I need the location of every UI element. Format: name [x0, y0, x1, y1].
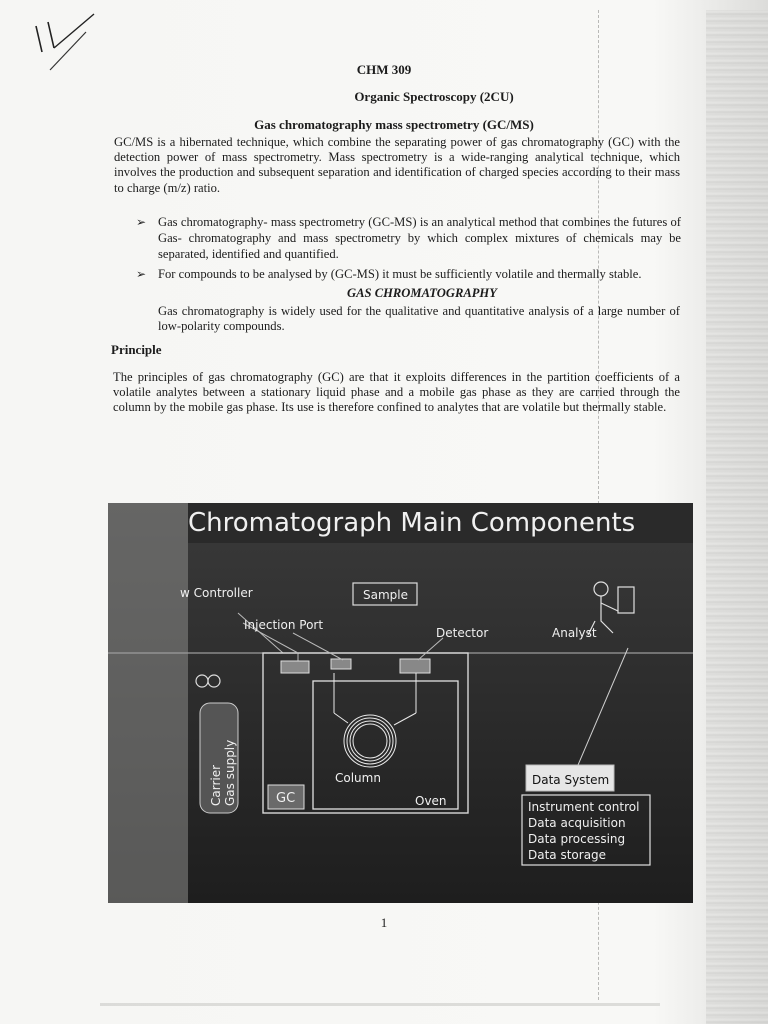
data-item: Data storage — [528, 848, 607, 862]
figure-canvas — [108, 503, 693, 903]
injection-port-label: Injection Port — [244, 618, 324, 632]
bullet-item — [136, 215, 681, 269]
bullet-text: Gas chromatography- mass spectrometry (GC-MS) is an analytical method that combines the futures of Gas- chromatography and mass spectrometry by which complex mixtures of chemicals may be separated, identified and quantified. — [158, 215, 681, 261]
sample-label: Sample — [363, 588, 408, 602]
arrow-bullet-icon: ➢ — [136, 215, 147, 229]
data-item: Instrument control — [528, 800, 640, 814]
detector-block — [400, 659, 430, 673]
detector-label: Detector — [436, 626, 489, 640]
figure-title: Chromatograph Main Components — [188, 508, 636, 538]
data-item: Data processing — [528, 832, 626, 846]
principle-heading: Principle — [111, 342, 162, 357]
injection-port-block — [281, 661, 309, 673]
oven-label: Oven — [415, 794, 447, 808]
injector-block — [331, 659, 351, 669]
flow-controller-label: w Controller — [180, 586, 253, 600]
data-item: Data acquisition — [528, 816, 626, 830]
washed-out-left-strip — [108, 503, 188, 903]
column-label: Column — [335, 771, 381, 785]
topic-title: Gas chromatography mass spectrometry (GC/MS) — [254, 117, 534, 132]
arrow-bullet-icon: ➢ — [136, 267, 147, 281]
gc-intro-paragraph: Gas chromatography is widely used for the qualitative and quantitative analysis of a large number of low-polarity compounds. — [158, 304, 680, 334]
course-title: Organic Spectroscopy (2CU) — [354, 89, 514, 104]
data-system-label: Data System — [532, 773, 610, 787]
page-edge-shadow — [706, 10, 768, 1024]
gc-components-figure — [108, 503, 693, 903]
analyst-label: Analyst — [552, 626, 597, 640]
intro-paragraph: GC/MS is a hibernated technique, which combine the separating power of gas chromatography (GC) with the detection power of mass spectrometry. Mass spectrometry is a wide-ranging analytical technique, which involves the production and subsequent separation and identification of charged species according to their mass to charge (m/z) ratio. — [114, 135, 680, 195]
bullet-item — [136, 267, 681, 285]
gas-supply-label: Gas supply — [223, 739, 237, 806]
course-code: CHM 309 — [356, 62, 412, 77]
bottom-smudge — [100, 1003, 660, 1006]
carrier-label: Carrier — [209, 764, 223, 806]
gc-label: GC — [276, 791, 296, 806]
section-heading: GAS CHROMATOGRAPHY — [347, 286, 497, 300]
principle-paragraph: The principles of gas chromatography (GC) are that it exploits differences in the partition coefficients of a volatile analytes between a stationary liquid phase and a mobile gas phase as they are carried through the column by the mobile gas phase. Its use is therefore confined to analytes that are volatile but thermally stable. — [113, 370, 680, 415]
bullet-text: For compounds to be analysed by (GC-MS) it must be sufficiently volatile and thermally stable. — [158, 267, 642, 281]
page-number: 1 — [380, 915, 388, 930]
